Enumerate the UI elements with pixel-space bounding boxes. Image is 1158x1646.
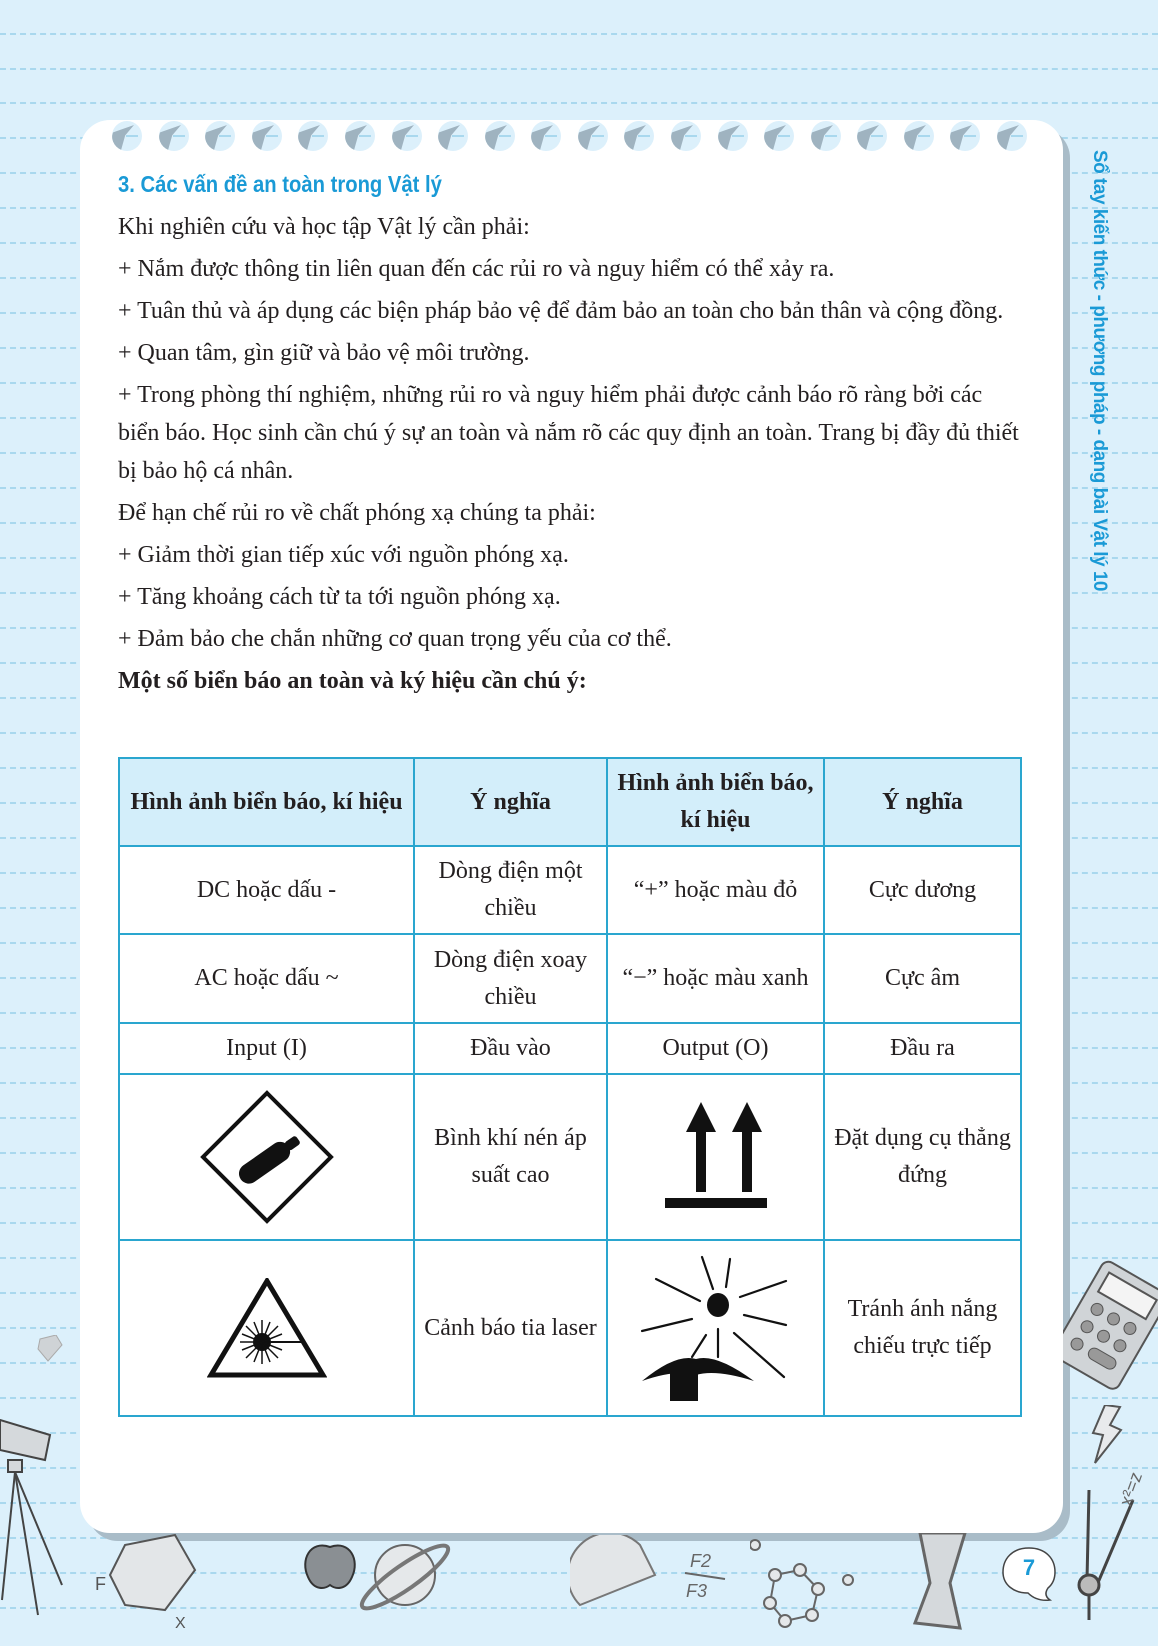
meaning-cell: Bình khí nén áp suất cao bbox=[414, 1074, 607, 1240]
compressed-gas-cylinder-diamond-icon bbox=[197, 1087, 337, 1227]
sign-cell bbox=[119, 1240, 414, 1416]
paragraph: + Quan tâm, gìn giữ và bảo vệ môi trường. bbox=[118, 340, 530, 366]
meaning-cell: Đầu ra bbox=[824, 1023, 1021, 1074]
equation-doodle-icon bbox=[1108, 1455, 1148, 1515]
paragraph: + Trong phòng thí nghiệm, những rủi ro và nguy hiểm phải được cảnh báo rõ ràng bởi các biển báo. Học sinh cần chú ý sự an toàn và nắm rõ các quy định an toàn. Trang bị đầy đủ thiết bị bảo hộ cá nhân. bbox=[118, 382, 1019, 484]
meaning-cell: Cực dương bbox=[824, 846, 1021, 934]
telescope-icon bbox=[0, 1400, 80, 1630]
section-content bbox=[118, 166, 1023, 704]
sign-cell bbox=[607, 1074, 824, 1240]
table-row bbox=[119, 1240, 1021, 1416]
svg-text:F: F bbox=[95, 1574, 106, 1594]
header-meaning: Ý nghĩa bbox=[824, 758, 1021, 846]
paragraph: + Tăng khoảng cách từ ta tới nguồn phóng xạ. bbox=[118, 584, 561, 610]
sign-cell: AC hoặc dấu ~ bbox=[119, 934, 414, 1023]
meaning-cell: Đặt dụng cụ thẳng đứng bbox=[824, 1074, 1021, 1240]
planet-icon bbox=[350, 1535, 460, 1615]
sign-cell: “−” hoặc màu xanh bbox=[607, 934, 824, 1023]
diamond-gem-icon bbox=[36, 1335, 64, 1363]
table-row bbox=[119, 1074, 1021, 1240]
paragraph: Để hạn chế rủi ro về chất phóng xạ chúng ta phải: bbox=[118, 500, 596, 526]
laser-warning-triangle-icon bbox=[207, 1278, 327, 1378]
sign-cell bbox=[607, 1240, 824, 1416]
safety-signs-table bbox=[118, 757, 1022, 1417]
meaning-cell: Cực âm bbox=[824, 934, 1021, 1023]
header-sign-image: Hình ảnh biển báo, kí hiệu bbox=[119, 758, 414, 846]
table-header-row bbox=[119, 758, 1021, 846]
paragraph: + Đảm bảo che chắn những cơ quan trọng yếu của cơ thể. bbox=[118, 626, 672, 652]
sign-cell: DC hoặc dấu - bbox=[119, 846, 414, 934]
meaning-cell: Đầu vào bbox=[414, 1023, 607, 1074]
header-meaning: Ý nghĩa bbox=[414, 758, 607, 846]
table-intro: Một số biển báo an toàn và ký hiệu cần chú ý: bbox=[118, 668, 587, 694]
svg-text:F2: F2 bbox=[690, 1551, 712, 1571]
header-sign-image: Hình ảnh biển báo, kí hiệu bbox=[607, 758, 824, 846]
cube-icon bbox=[95, 1530, 205, 1630]
table-row bbox=[119, 846, 1021, 934]
svg-text:F3: F3 bbox=[686, 1581, 708, 1601]
keep-away-from-sunlight-icon bbox=[636, 1253, 796, 1403]
paragraph: Khi nghiên cứu và học tập Vật lý cần phải: bbox=[118, 214, 530, 240]
sign-cell: “+” hoặc màu đỏ bbox=[607, 846, 824, 934]
meaning-cell: Cảnh báo tia laser bbox=[414, 1240, 607, 1416]
svg-text:x²=z: x²=z bbox=[1115, 1469, 1147, 1509]
paragraph: + Nắm được thông tin liên quan đến các rủi ro và nguy hiểm có thể xảy ra. bbox=[118, 256, 835, 282]
paragraph: + Tuân thủ và áp dụng các biện pháp bảo vệ để đảm bảo an toàn cho bản thân và cộng đồng. bbox=[118, 298, 1004, 324]
meaning-cell: Dòng điện một chiều bbox=[414, 846, 607, 934]
page-number: 7 bbox=[1022, 1555, 1036, 1580]
book-side-title: Sổ tay kiến thức - phương pháp - dạng bài Vật lý 10 bbox=[1089, 150, 1110, 591]
section-heading: 3. Các vấn đề an toàn trong Vật lý bbox=[118, 171, 442, 197]
sign-cell: Input (I) bbox=[119, 1023, 414, 1074]
protractor-icon bbox=[570, 1535, 660, 1615]
formula-icon bbox=[680, 1545, 730, 1605]
page-number-bubble bbox=[1000, 1545, 1058, 1597]
svg-text:X: X bbox=[175, 1615, 186, 1630]
paragraph: + Giảm thời gian tiếp xúc với nguồn phóng xạ. bbox=[118, 542, 569, 568]
this-way-up-arrows-icon bbox=[661, 1102, 771, 1212]
hourglass-icon bbox=[900, 1533, 980, 1633]
molecule-icon bbox=[750, 1535, 860, 1630]
meaning-cell: Dòng điện xoay chiều bbox=[414, 934, 607, 1023]
sign-cell bbox=[119, 1074, 414, 1240]
sign-cell: Output (O) bbox=[607, 1023, 824, 1074]
meaning-cell: Tránh ánh nắng chiếu trực tiếp bbox=[824, 1240, 1021, 1416]
calculator-icon bbox=[1063, 1260, 1158, 1390]
table-row bbox=[119, 1023, 1021, 1074]
table-row bbox=[119, 934, 1021, 1023]
